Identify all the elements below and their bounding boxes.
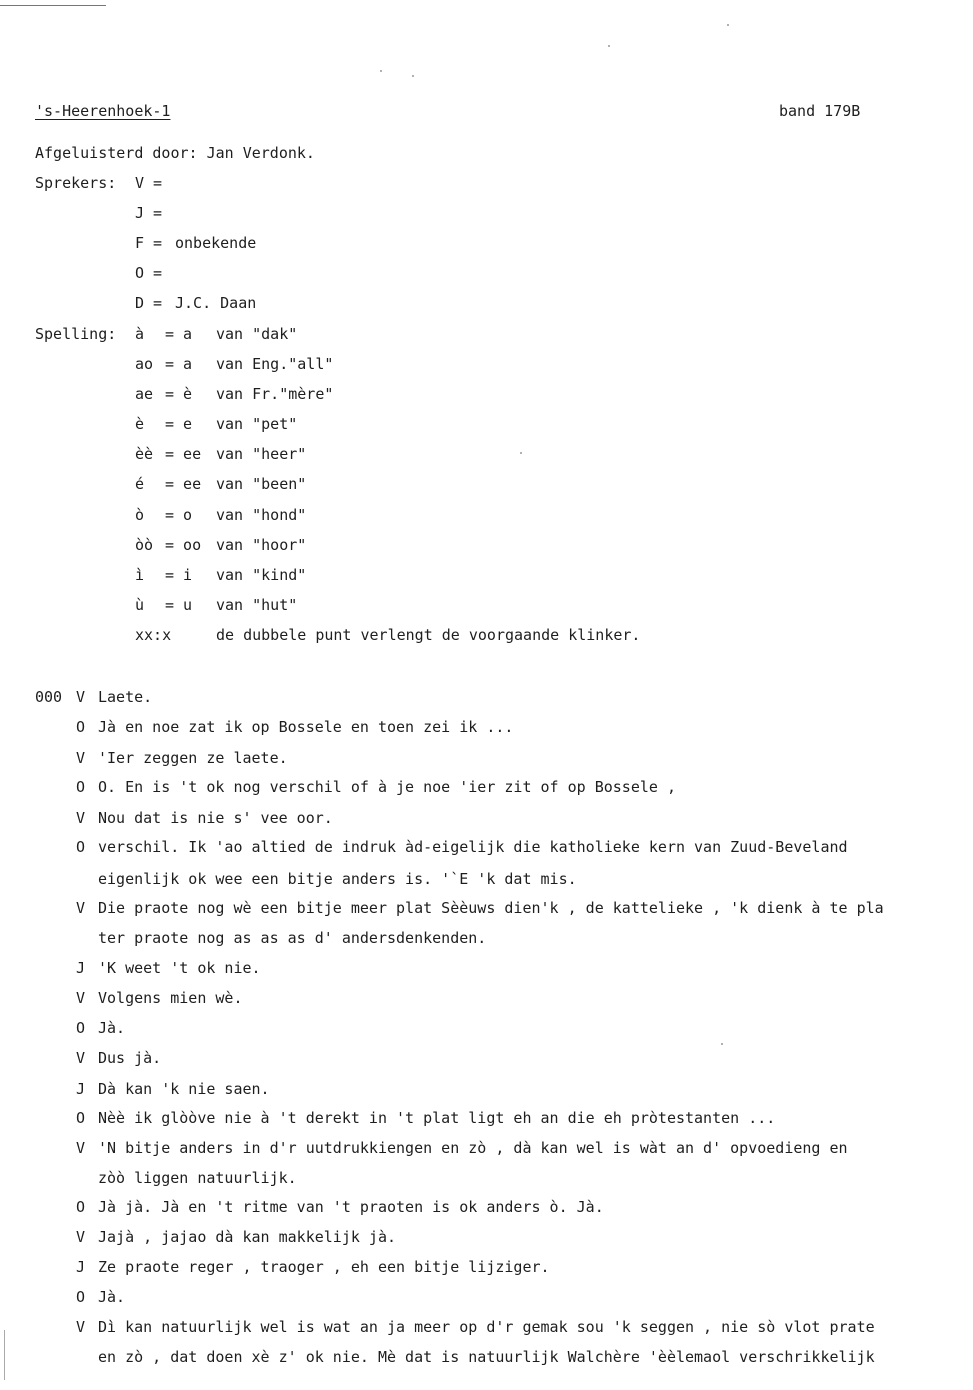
spelling-key: xx:x <box>135 626 172 644</box>
utterance: Jà en noe zat ik op Bossele en toen zei ik ... <box>98 718 514 736</box>
utterance: Dus jà. <box>98 1049 162 1067</box>
scan-speck <box>380 70 382 72</box>
spelling-equals: = o <box>165 506 193 524</box>
spelling-source: van "hoor" <box>216 536 307 554</box>
speaker-marker: V <box>76 749 86 767</box>
spelling-source: van "dak" <box>216 325 298 343</box>
utterance: Jà. <box>98 1288 126 1306</box>
spelling-key: ao <box>135 355 154 373</box>
scan-speck <box>520 452 522 454</box>
spelling-equals: = a <box>165 325 193 343</box>
spelling-source: van "hond" <box>216 506 307 524</box>
utterance: Dà kan 'k nie saen. <box>98 1080 270 1098</box>
utterance: Die praote nog wè een bitje meer plat Sèèuws dien'k , de kattelieke , 'k dienk à te pla <box>98 899 884 917</box>
utterance: Dì kan natuurlijk wel is wat an ja meer op d'r gemak sou 'k seggen , nie sò vlot prate <box>98 1318 875 1336</box>
spelling-key: ò <box>135 506 145 524</box>
speaker-marker: V <box>76 688 86 706</box>
utterance: 'N bitje anders in d'r uutdrukkiengen en zò , dà kan wel is wàt an d' opvoedieng en <box>98 1139 848 1157</box>
spelling-source: van "hut" <box>216 596 298 614</box>
scan-speck <box>412 75 414 77</box>
utterance: Nèè ik glòòve nie à 't derekt in 't plat ligt eh an die eh pròtestanten ... <box>98 1109 776 1127</box>
document-title: 's-Heerenhoek-1 <box>35 102 171 120</box>
speaker-marker: V <box>76 1139 86 1157</box>
spelling-key: èè <box>135 445 154 463</box>
speaker-marker: O <box>76 778 86 796</box>
utterance-continuation: en zò , dat doen xè z' ok nie. Mè dat is natuurlijk Walchère 'èèlemaol verschrikkelijk <box>98 1348 875 1366</box>
speaker-name: onbekende <box>175 234 257 252</box>
utterance: Laete. <box>98 688 153 706</box>
utterance: O. En is 't ok nog verschil of à je noe 'ier zit of op Bossele , <box>98 778 676 796</box>
speaker-code: J = <box>135 204 163 222</box>
utterance: 'Ier zeggen ze laete. <box>98 749 288 767</box>
spelling-equals: = oo <box>165 536 202 554</box>
spelling-key: ì <box>135 566 145 584</box>
utterance: Volgens mien wè. <box>98 989 243 1007</box>
speaker-marker: V <box>76 1228 86 1246</box>
scan-speck <box>727 24 729 26</box>
speakers-label: Sprekers: <box>35 174 117 192</box>
speaker-marker: V <box>76 1049 86 1067</box>
spelling-key: ae <box>135 385 154 403</box>
speaker-marker: V <box>76 1318 86 1336</box>
spelling-source: van Fr."mère" <box>216 385 334 403</box>
speaker-marker: O <box>76 1198 86 1216</box>
spelling-key: òò <box>135 536 154 554</box>
utterance: Nou dat is nie s' vee oor. <box>98 809 333 827</box>
listened-by: Afgeluisterd door: Jan Verdonk. <box>35 144 315 162</box>
spelling-equals: = ee <box>165 445 202 463</box>
speaker-marker: J <box>76 1080 86 1098</box>
speaker-marker: O <box>76 1288 86 1306</box>
spelling-source: van "pet" <box>216 415 298 433</box>
top-rule <box>0 5 106 6</box>
spelling-label: Spelling: <box>35 325 117 343</box>
scan-speck <box>721 1043 723 1045</box>
spelling-key: ù <box>135 596 145 614</box>
speaker-marker: V <box>76 899 86 917</box>
speaker-marker: O <box>76 1019 86 1037</box>
utterance-continuation: eigenlijk ok wee een bitje anders is. '`E 'k dat mis. <box>98 870 577 888</box>
utterance: Ze praote reger , traoger , eh een bitje lijziger. <box>98 1258 550 1276</box>
spelling-key: è <box>135 415 145 433</box>
speaker-marker: O <box>76 718 86 736</box>
utterance: Jà. <box>98 1019 126 1037</box>
utterance: Jà jà. Jà en 't ritme van 't praoten is ok anders ò. Jà. <box>98 1198 604 1216</box>
speaker-code: F = <box>135 234 163 252</box>
speaker-marker: J <box>76 959 86 977</box>
spelling-source: van "kind" <box>216 566 307 584</box>
utterance: Jajà , jajao dà kan makkelijk jà. <box>98 1228 397 1246</box>
spelling-equals: = ee <box>165 475 202 493</box>
spelling-key: é <box>135 475 145 493</box>
spelling-equals: = u <box>165 596 193 614</box>
band-number: band 179B <box>779 102 861 120</box>
spelling-source: van Eng."all" <box>216 355 334 373</box>
speaker-marker: O <box>76 1109 86 1127</box>
tape-counter: 000 <box>35 688 63 706</box>
spelling-equals: = e <box>165 415 193 433</box>
utterance-continuation: zòò liggen natuurlijk. <box>98 1169 297 1187</box>
spelling-equals: = è <box>165 385 193 403</box>
spelling-source: van "been" <box>216 475 307 493</box>
margin-line <box>4 1330 5 1380</box>
speaker-name: J.C. Daan <box>175 294 257 312</box>
scan-speck <box>608 45 610 47</box>
utterance: 'K weet 't ok nie. <box>98 959 261 977</box>
speaker-marker: V <box>76 809 86 827</box>
speaker-marker: J <box>76 1258 86 1276</box>
speaker-marker: O <box>76 838 86 856</box>
spelling-note: de dubbele punt verlengt de voorgaande klinker. <box>216 626 641 644</box>
speaker-code: O = <box>135 264 163 282</box>
spelling-key: à <box>135 325 145 343</box>
spelling-equals: = i <box>165 566 193 584</box>
spelling-equals: = a <box>165 355 193 373</box>
spelling-source: van "heer" <box>216 445 307 463</box>
speaker-code: V = <box>135 174 163 192</box>
utterance: verschil. Ik 'ao altied de indruk àd-eigelijk die katholieke kern van Zuud-Beveland <box>98 838 848 856</box>
utterance-continuation: ter praote nog as as as d' andersdenkenden. <box>98 929 487 947</box>
speaker-marker: V <box>76 989 86 1007</box>
speaker-code: D = <box>135 294 163 312</box>
